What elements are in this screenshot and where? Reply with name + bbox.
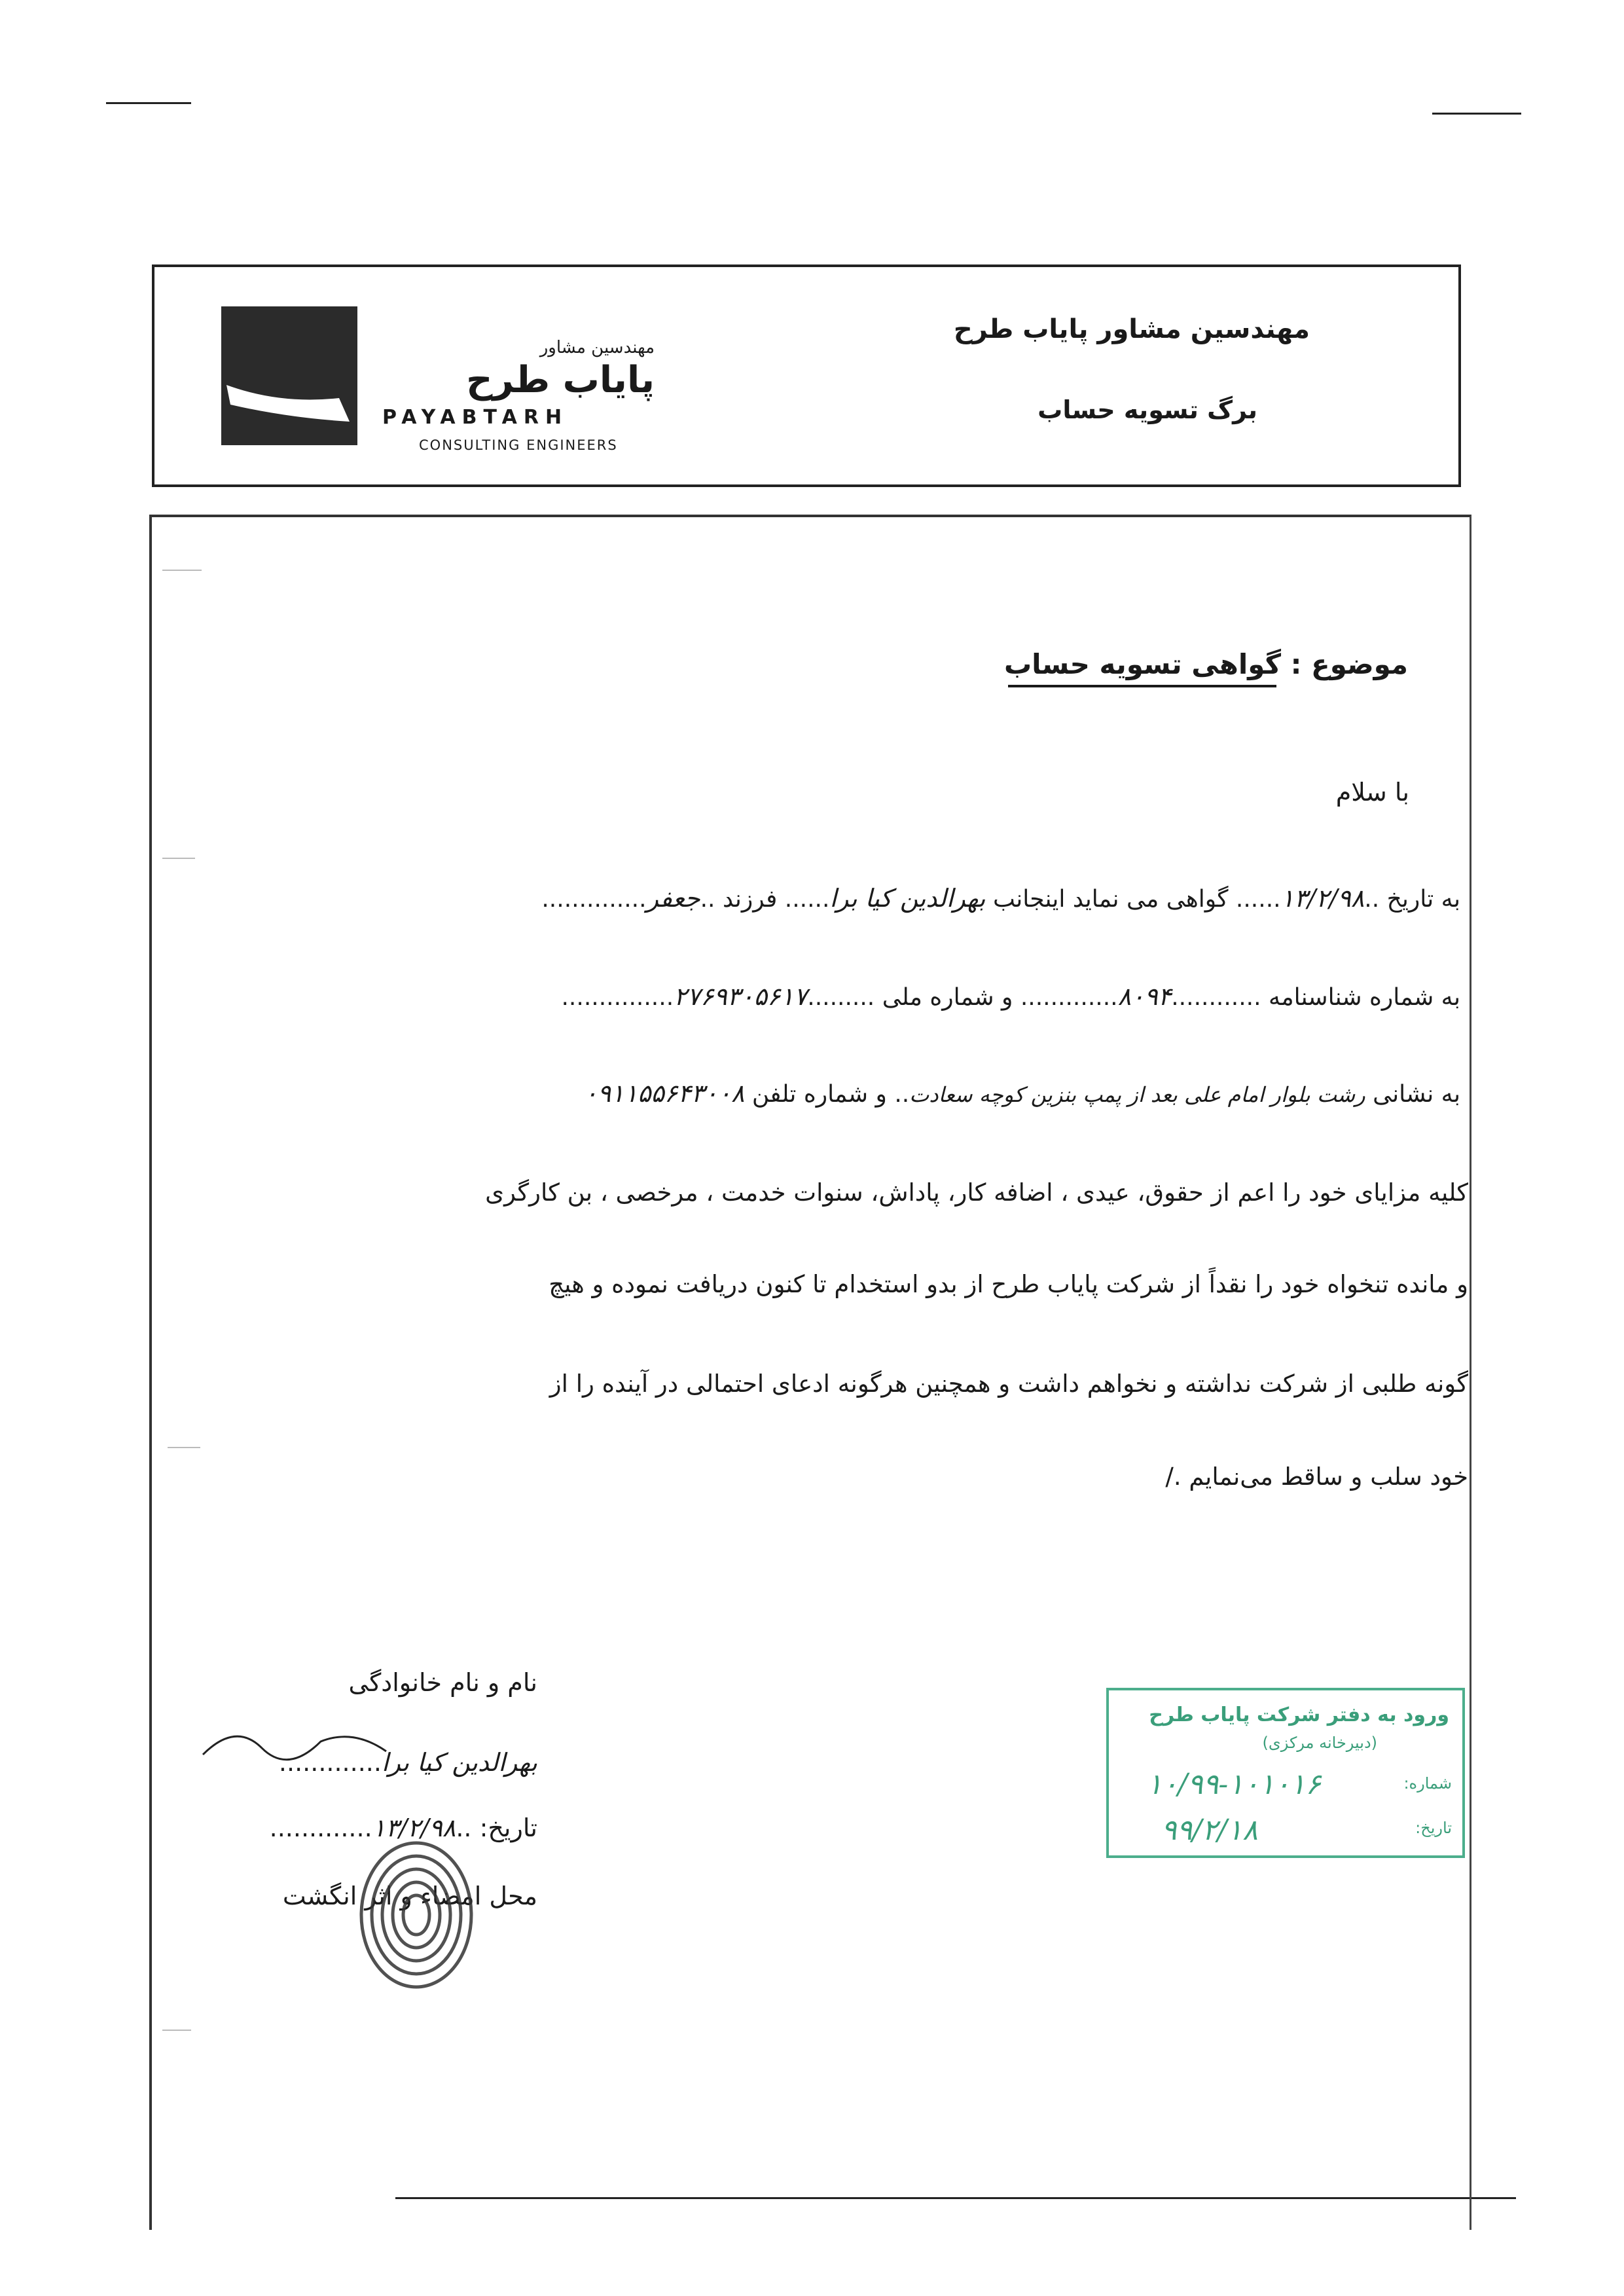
sig-date-row: تاریخ: ..۱۳/۲/۹۸.............	[269, 1813, 537, 1842]
form-name: برگ تسویه حساب	[1038, 395, 1257, 424]
father-value: جعفر	[646, 884, 700, 913]
greeting: با سلام	[1335, 778, 1409, 807]
address-prefix: به نشانی	[1373, 1081, 1460, 1108]
sig-sign-label: محل امضاء و اثر انگشت	[282, 1882, 537, 1910]
paragraph-line-1: کلیه مزایای خود را اعم از حقوق، عیدی ، اضافه کار، پاداش، سنوات خدمت ، مرخصی ، بن کارگری	[485, 1178, 1468, 1207]
date-prefix: به تاریخ	[1386, 886, 1460, 913]
certify-text: گواهی می نماید اینجانب	[992, 886, 1229, 913]
subject-line: موضوع : گواهی تسویه حساب	[1003, 648, 1408, 680]
subject-underline	[1008, 685, 1276, 687]
logo-en-name: PAYABTARH	[382, 406, 569, 429]
form-line-id: به شماره شناسنامه ............۸۰۹۴............. و شماره ملی .........۲۷۶۹۳۰۵۶۱۷...............	[561, 982, 1460, 1011]
stamp-date-value: ۹۹/۲/۱۸	[1161, 1813, 1258, 1847]
stamp-subtitle: (دبیرخانه مرکزی)	[1262, 1734, 1377, 1752]
id-prefix: به شماره شناسنامه	[1269, 984, 1460, 1011]
address-value: رشت بلوار امام علی بعد از پمپ بنزین کوچه سعادت	[909, 1082, 1365, 1107]
national-value: ۲۷۶۹۳۰۵۶۱۷	[674, 982, 808, 1011]
stamp-date-label: تاریخ:	[1415, 1819, 1452, 1837]
stamp-title: ورود به دفتر شرکت پایاب طرح	[1149, 1704, 1449, 1726]
scan-mark	[162, 2030, 191, 2031]
form-line-date: به تاریخ ..۱۳/۲/۹۸...... گواهی می نماید اینجانب بهرالدین کیا برا...... فرزند ..جعفر..............	[541, 884, 1460, 913]
national-label: و شماره ملی	[882, 984, 1013, 1011]
stamp-number-value: ۱۰/۹۹-۱۰۱۰۱۶	[1147, 1768, 1322, 1801]
logo-fa-small: مهندسین مشاور	[539, 338, 655, 357]
company-name: مهندسین مشاور پایاب طرح	[953, 314, 1310, 344]
paragraph-line-3: گونه طلبی از شرکت نداشته و نخواهم داشت و همچنین هرگونه ادعای احتمالی در آینده را از	[549, 1370, 1468, 1398]
id-value: ۸۰۹۴	[1117, 982, 1172, 1011]
top-right-edge-line	[1432, 113, 1521, 115]
logo-fa-name: پایاب طرح	[466, 359, 655, 401]
sig-date-label: تاریخ:	[479, 1813, 537, 1842]
son-of-label: فرزند	[722, 886, 778, 913]
registration-stamp	[1106, 1688, 1465, 1858]
top-left-edge-line	[106, 102, 191, 104]
form-line-address: به نشانی رشت بلوار امام علی بعد از پمپ بنزین کوچه سعادت.. و شماره تلفن ۰۹۱۱۵۵۶۴۳۰۰۸	[584, 1079, 1460, 1108]
phone-label: و شماره تلفن	[751, 1081, 887, 1108]
scan-mark	[162, 570, 202, 571]
phone-value: ۰۹۱۱۵۵۶۴۳۰۰۸	[584, 1079, 745, 1108]
logo-mark-icon	[221, 306, 357, 445]
name-value: بهرالدین کیا برا	[829, 884, 986, 913]
sig-name-row: بهرالدین کیا برا.............	[278, 1748, 537, 1777]
paragraph-line-4: خود سلب و ساقط می‌نمایم ./	[1165, 1463, 1468, 1491]
fingerprint-icon	[351, 1833, 482, 1997]
sig-name-label: نام و نام خانوادگی	[348, 1668, 537, 1697]
scan-mark	[162, 858, 195, 859]
scan-mark	[168, 1447, 200, 1448]
date-value: ۱۳/۲/۹۸	[1280, 884, 1365, 913]
stamp-number-label: شماره:	[1403, 1774, 1452, 1793]
sig-name-value: بهرالدین کیا برا	[381, 1748, 537, 1777]
signature-scribble-icon	[196, 1715, 393, 1768]
paragraph-line-2: و مانده تنخواه خود را نقداً از شرکت پایاب طرح از بدو استخدام تا کنون دریافت نموده و هیچ	[549, 1270, 1468, 1298]
sig-date-value: ۱۳/۲/۹۸	[372, 1813, 456, 1842]
logo-en-sub: CONSULTING ENGINEERS	[419, 437, 618, 453]
